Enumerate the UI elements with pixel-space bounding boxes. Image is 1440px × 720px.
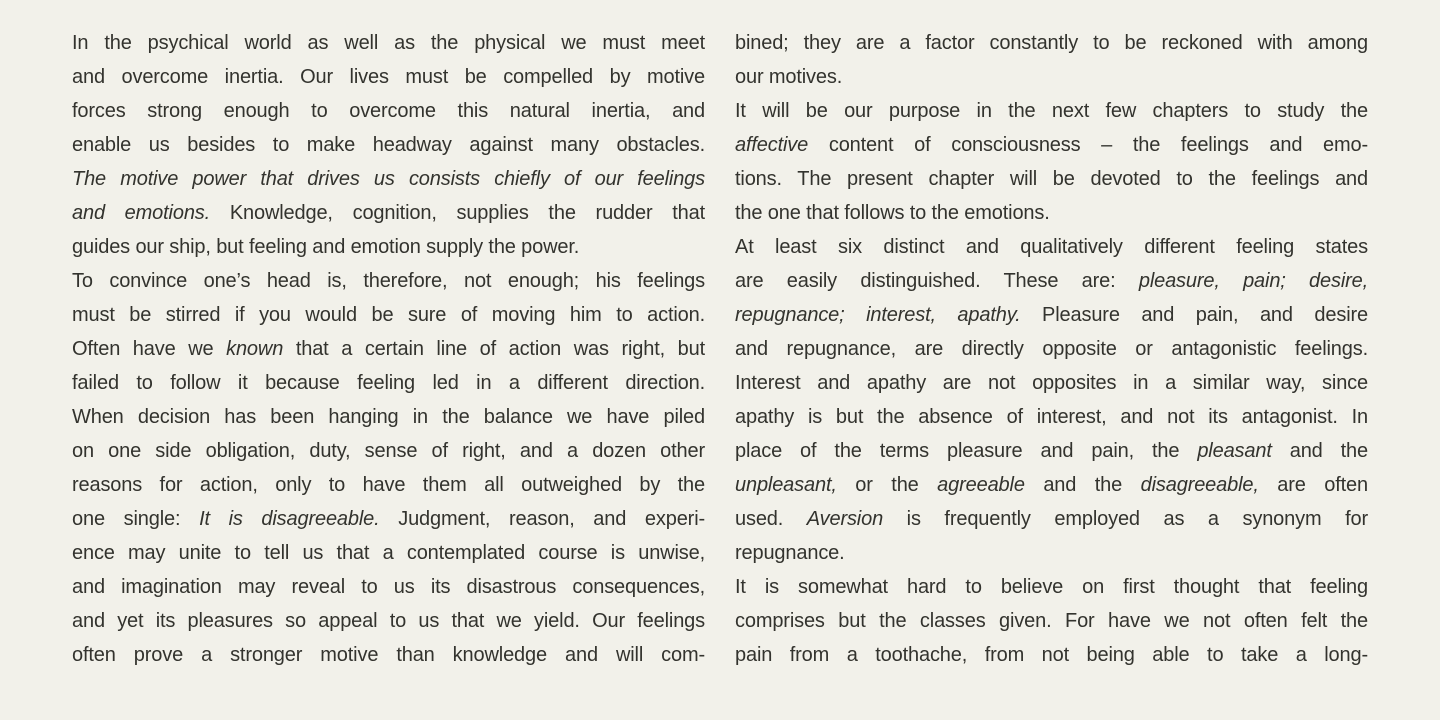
text-run: Often have we bbox=[72, 338, 227, 360]
italic-text-run: and emotions. bbox=[72, 202, 211, 224]
text-run: are often bbox=[1258, 474, 1368, 496]
text-line bbox=[735, 468, 1368, 502]
text-run: Knowledge, cognition, supplies the rudder that bbox=[210, 202, 705, 224]
text-run: repugnance. bbox=[735, 542, 845, 564]
text-run: one single: bbox=[72, 508, 200, 530]
text-run: comprises but the classes given. For have we not often felt the bbox=[735, 610, 1368, 632]
text-run: It is somewhat hard to believe on first thought that feeling bbox=[735, 576, 1368, 598]
italic-text-run: affective bbox=[735, 134, 809, 156]
text-run: or the bbox=[836, 474, 938, 496]
text-run: and imagination may reveal to us its disastrous consequences, bbox=[72, 576, 705, 598]
text-line bbox=[72, 434, 705, 468]
text-run: are easily distinguished. These are: bbox=[735, 270, 1139, 292]
text-line bbox=[735, 400, 1368, 434]
text-line bbox=[735, 536, 1368, 570]
text-line bbox=[72, 400, 705, 434]
text-run: on one side obligation, duty, sense of right, and a dozen other bbox=[72, 440, 705, 462]
italic-text-run: unpleasant, bbox=[735, 474, 837, 496]
text-line bbox=[72, 638, 705, 672]
text-line bbox=[72, 162, 705, 196]
text-line bbox=[72, 604, 705, 638]
text-run: pain from a toothache, from not being able to take a long- bbox=[735, 644, 1368, 666]
text-line bbox=[735, 26, 1368, 60]
text-run: apathy is but the absence of interest, and not its antagonist. In bbox=[735, 406, 1368, 428]
text-line bbox=[72, 298, 705, 332]
text-line bbox=[72, 264, 705, 298]
text-line bbox=[735, 60, 1368, 94]
text-line bbox=[72, 366, 705, 400]
italic-text-run: The motive power that drives us consists chiefly of our feelings bbox=[72, 168, 705, 190]
text-line bbox=[735, 298, 1368, 332]
text-line bbox=[735, 94, 1368, 128]
text-line bbox=[72, 196, 705, 230]
text-run: is frequently employed as a synonym for bbox=[883, 508, 1368, 530]
text-run: place of the terms pleasure and pain, the bbox=[735, 440, 1198, 462]
text-run: Interest and apathy are not opposites in a similar way, since bbox=[735, 372, 1368, 394]
text-line bbox=[72, 230, 705, 264]
text-line bbox=[735, 502, 1368, 536]
italic-text-run: disagreeable, bbox=[1140, 474, 1259, 496]
italic-text-run: known bbox=[226, 338, 284, 360]
italic-text-run: pleasure, pain; desire, bbox=[1138, 270, 1368, 292]
text-run: Judgment, reason, and experi- bbox=[379, 508, 705, 530]
text-run: and the bbox=[1024, 474, 1141, 496]
text-line bbox=[735, 196, 1368, 230]
text-line bbox=[735, 604, 1368, 638]
text-column-left bbox=[72, 26, 705, 720]
text-line bbox=[72, 128, 705, 162]
text-run: used. bbox=[735, 508, 807, 530]
text-run: Pleasure and pain, and desire bbox=[1020, 304, 1368, 326]
italic-text-run: agreeable bbox=[937, 474, 1025, 496]
text-line bbox=[72, 60, 705, 94]
text-run: forces strong enough to overcome this natural inertia, and bbox=[72, 100, 705, 122]
text-run: and repugnance, are directly opposite or antagonistic feelings. bbox=[735, 338, 1368, 360]
text-line bbox=[72, 26, 705, 60]
text-run: and the bbox=[1271, 440, 1368, 462]
text-line bbox=[72, 332, 705, 366]
text-run: that a certain line of action was right, but bbox=[283, 338, 705, 360]
text-run: In the psychical world as well as the physical we must meet bbox=[72, 32, 705, 54]
text-run: tions. The present chapter will be devoted to the feelings and bbox=[735, 168, 1368, 190]
text-run: At least six distinct and qualitatively different feeling states bbox=[735, 236, 1368, 258]
text-run: It will be our purpose in the next few chapters to study the bbox=[735, 100, 1368, 122]
text-run: content of consciousness – the feelings and emo- bbox=[808, 134, 1368, 156]
text-run: When decision has been hanging in the balance we have piled bbox=[72, 406, 705, 428]
italic-text-run: repugnance; interest, apathy. bbox=[735, 304, 1021, 326]
text-run: must be stirred if you would be sure of moving him to action. bbox=[72, 304, 705, 326]
text-run: ence may unite to tell us that a contemplated course is unwise, bbox=[72, 542, 705, 564]
text-line bbox=[735, 230, 1368, 264]
text-run: the one that follows to the emotions. bbox=[735, 202, 1050, 224]
text-run: often prove a stronger motive than knowledge and will com- bbox=[72, 644, 705, 666]
text-line bbox=[72, 536, 705, 570]
text-line bbox=[735, 570, 1368, 604]
text-line bbox=[735, 638, 1368, 672]
text-line bbox=[735, 162, 1368, 196]
text-line bbox=[735, 128, 1368, 162]
text-run: bined; they are a factor constantly to be reckoned with among bbox=[735, 32, 1368, 54]
text-line bbox=[72, 468, 705, 502]
text-line bbox=[72, 570, 705, 604]
text-run: failed to follow it because feeling led in a different direction. bbox=[72, 372, 705, 394]
text-line bbox=[735, 366, 1368, 400]
text-line bbox=[735, 434, 1368, 468]
text-run: and overcome inertia. Our lives must be compelled by motive bbox=[72, 66, 705, 88]
italic-text-run: Aversion bbox=[806, 508, 884, 530]
text-run: enable us besides to make headway against many obstacles. bbox=[72, 134, 705, 156]
text-line bbox=[72, 502, 705, 536]
text-run: and yet its pleasures so appeal to us that we yield. Our feelings bbox=[72, 610, 705, 632]
text-run: reasons for action, only to have them all outweighed by the bbox=[72, 474, 705, 496]
text-run: To convince one’s head is, therefore, not enough; his feelings bbox=[72, 270, 705, 292]
italic-text-run: It is disagreeable. bbox=[199, 508, 380, 530]
text-column-right bbox=[735, 26, 1368, 720]
italic-text-run: pleasant bbox=[1197, 440, 1272, 462]
text-line bbox=[735, 264, 1368, 298]
text-line bbox=[735, 332, 1368, 366]
text-run: guides our ship, but feeling and emotion supply the power. bbox=[72, 236, 580, 258]
text-line bbox=[72, 94, 705, 128]
text-run: our motives. bbox=[735, 66, 843, 88]
